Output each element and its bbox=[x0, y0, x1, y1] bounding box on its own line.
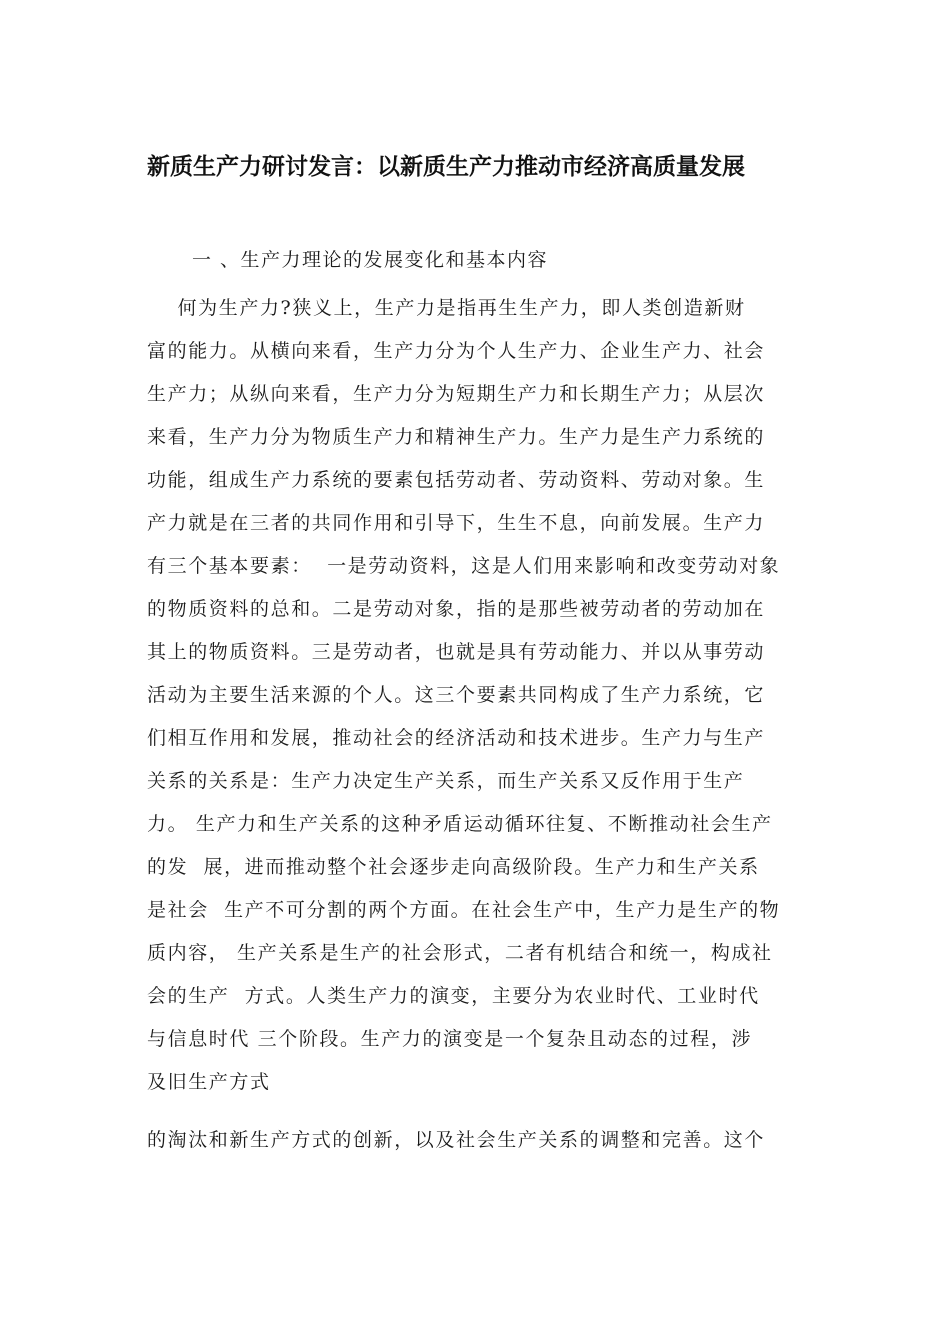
paragraph-line: 来看，生产力分为物质生产力和精神生产力。生产力是生产力系统的 bbox=[147, 426, 766, 448]
paragraph-line: 会的生产 方式。人类生产力的演变，主要分为农业时代、工业时代 bbox=[147, 985, 760, 1007]
paragraph-line: 的物质资料的总和。二是劳动对象，指的是那些被劳动者的劳动加在 bbox=[147, 598, 766, 620]
paragraph-line: 与信息时代 三个阶段。生产力的演变是一个复杂且动态的过程，涉 bbox=[147, 1028, 753, 1050]
paragraph-line: 们相互作用和发展，推动社会的经济活动和技术进步。生产力与生产 bbox=[147, 727, 766, 749]
paragraph-line: 及旧生产方式 bbox=[147, 1071, 271, 1093]
paragraph-line: 力。 生产力和生产关系的这种矛盾运动循环往复、不断推动社会生产 bbox=[147, 813, 773, 835]
paragraph-line: 活动为主要生活来源的个人。这三个要素共同构成了生产力系统，它 bbox=[147, 684, 766, 706]
paragraph-line: 功能，组成生产力系统的要素包括劳动者、劳动资料、劳动对象。生 bbox=[147, 469, 766, 491]
section-heading: 一 、生产力理论的发展变化和基本内容 bbox=[192, 249, 549, 271]
paragraph-line: 质内容， 生产关系是生产的社会形式，二者有机结合和统一，构成社 bbox=[147, 942, 773, 964]
document-title: 新质生产力研讨发言：以新质生产力推动市经济高质量发展 bbox=[147, 154, 745, 180]
paragraph-line: 产力就是在三者的共同作用和引导下，生生不息，向前发展。生产力 bbox=[147, 512, 766, 534]
continuation-line: 的淘汰和新生产方式的创新，以及社会生产关系的调整和完善。这个 bbox=[147, 1129, 766, 1151]
paragraph-line: 生产力；从纵向来看，生产力分为短期生产力和长期生产力；从层次 bbox=[147, 383, 766, 405]
paragraph-line: 富的能力。从横向来看，生产力分为个人生产力、企业生产力、社会 bbox=[147, 340, 766, 362]
paragraph-line: 其上的物质资料。三是劳动者，也就是具有劳动能力、并以从事劳动 bbox=[147, 641, 766, 663]
paragraph-line: 是社会 生产不可分割的两个方面。在社会生产中，生产力是生产的物 bbox=[147, 899, 781, 921]
paragraph-line: 何为生产力?狭义上，生产力是指再生生产力，即人类创造新财 bbox=[147, 297, 746, 319]
paragraph-line: 的发 展，进而推动整个社会逐步走向高级阶段。生产力和生产关系 bbox=[147, 856, 760, 878]
paragraph-line: 有三个基本要素： 一是劳动资料，这是人们用来影响和改变劳动对象 bbox=[147, 555, 781, 577]
paragraph-line: 关系的关系是：生产力决定生产关系，而生产关系又反作用于生产 bbox=[147, 770, 745, 792]
